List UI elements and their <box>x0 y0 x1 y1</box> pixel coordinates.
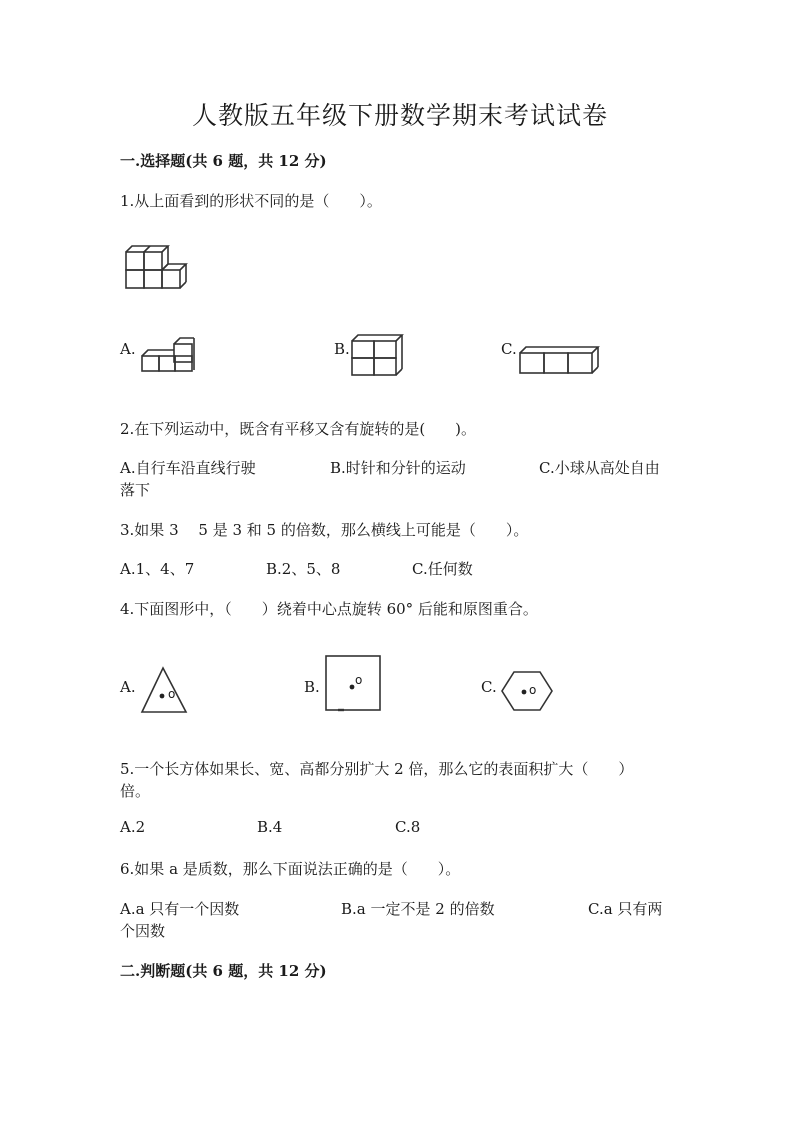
question-4-option-a[interactable]: A. <box>120 678 136 696</box>
section-2-heading: 二.判断题(共 6 题，共 12 分) <box>120 962 327 980</box>
question-6-option-c-cont: 个因数 <box>120 922 166 940</box>
question-2-option-b[interactable]: B.时针和分针的运动 <box>330 459 466 477</box>
question-4-option-c-hexagon <box>500 670 554 712</box>
question-4-text: 4.下面图形中，（ ）绕着中心点旋转 60° 后能和原图重合。 <box>120 600 538 618</box>
question-4-option-a-mark: o <box>168 687 176 701</box>
question-3-text: 3.如果 3 5 是 3 和 5 的倍数，那么横线上可能是（ ）。 <box>120 521 529 539</box>
question-4-option-b[interactable]: B. <box>304 678 320 696</box>
question-5-option-c[interactable]: C.8 <box>395 818 421 836</box>
question-1-option-b[interactable]: B. <box>334 340 350 358</box>
question-5-option-b[interactable]: B.4 <box>257 818 283 836</box>
question-6-text: 6.如果 a 是质数，那么下面说法正确的是（ ）。 <box>120 860 461 878</box>
page-title: 人教版五年级下册数学期末考试试卷 <box>191 101 608 130</box>
question-6-option-b[interactable]: B.a 一定不是 2 的倍数 <box>341 900 495 918</box>
question-1-option-c-figure <box>518 345 600 375</box>
question-1-option-b-figure <box>350 333 404 377</box>
question-6-option-c[interactable]: C.a 只有两 <box>588 900 663 918</box>
question-1-option-a-figure <box>138 334 196 374</box>
question-1-figure <box>122 244 188 290</box>
question-3-option-c[interactable]: C.任何数 <box>412 560 473 578</box>
question-2-option-a[interactable]: A.自行车沿直线行驶 <box>120 459 256 477</box>
question-5-option-a[interactable]: A.2 <box>120 818 146 836</box>
question-1-option-a[interactable]: A. <box>120 340 136 358</box>
question-2-option-c-cont: 落下 <box>120 481 151 499</box>
question-2-option-c[interactable]: C.小球从高处自由 <box>539 459 660 477</box>
question-3-option-a[interactable]: A.1、4、7 <box>120 560 195 578</box>
question-4-option-c[interactable]: C. <box>481 678 497 696</box>
question-4-option-b-mark: o <box>355 673 363 687</box>
question-1-option-c[interactable]: C. <box>501 340 517 358</box>
section-1-heading: 一.选择题(共 6 题，共 12 分) <box>120 152 327 170</box>
question-4-option-a-triangle <box>140 664 190 714</box>
question-5-text-cont: 倍。 <box>120 782 151 800</box>
question-5-text: 5.一个长方体如果长、宽、高都分别扩大 2 倍，那么它的表面积扩大（ ） <box>120 760 634 778</box>
question-3-option-b[interactable]: B.2、5、8 <box>266 560 341 578</box>
question-6-option-a[interactable]: A.a 只有一个因数 <box>120 900 240 918</box>
question-2-text: 2.在下列运动中，既含有平移又含有旋转的是( )。 <box>120 420 477 438</box>
question-1-text: 1.从上面看到的形状不同的是（ ）。 <box>120 192 382 210</box>
question-4-option-c-mark: o <box>529 683 537 697</box>
question-4-option-b-square <box>324 654 382 714</box>
